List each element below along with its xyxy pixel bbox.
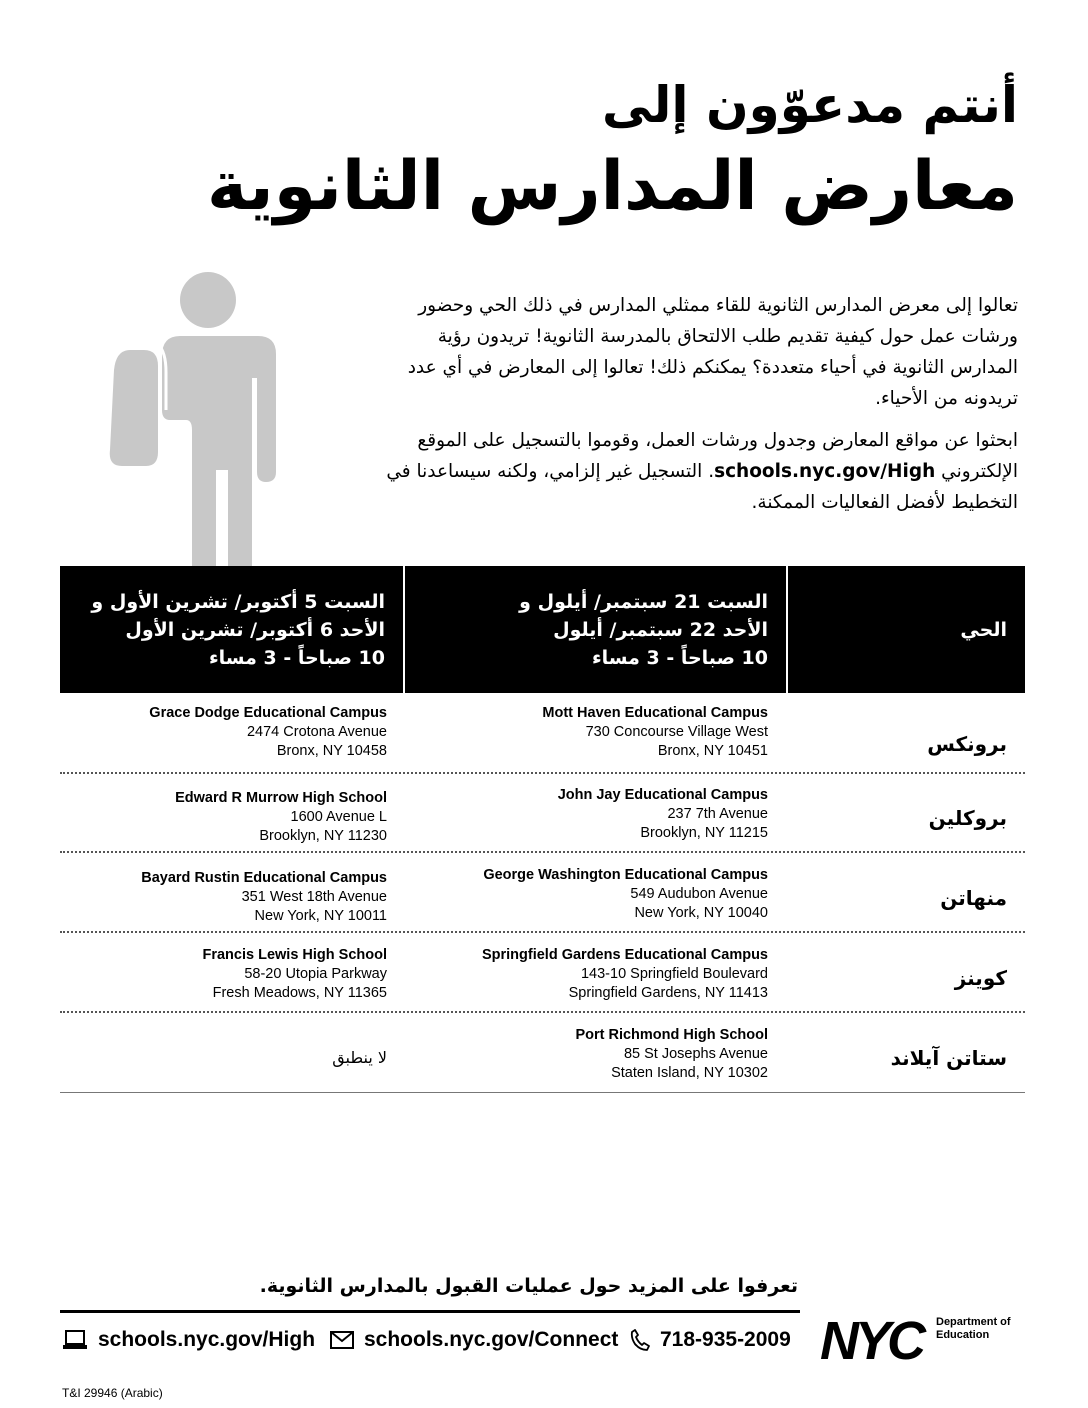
venue-street: 730 Concourse Village West bbox=[585, 724, 768, 740]
envelope-icon bbox=[330, 1331, 354, 1349]
website-link[interactable]: schools.nyc.gov/High bbox=[714, 461, 936, 482]
venue-city: Staten Island, NY 10302 bbox=[611, 1065, 768, 1081]
venue-oct bbox=[149, 704, 387, 761]
department-line-1: Department of bbox=[936, 1316, 1011, 1328]
venue-name: Bayard Rustin Educational Campus bbox=[141, 870, 387, 886]
venue-city: New York, NY 10011 bbox=[254, 908, 387, 924]
header-oct-line-2: الأحد 6 أكتوبر/ تشرين الأول bbox=[125, 618, 385, 641]
row-divider bbox=[60, 772, 1025, 774]
borough-label: برونكس bbox=[927, 732, 1007, 756]
venue-street: 2474 Crotona Avenue bbox=[246, 724, 387, 740]
intro-paragraph-2 bbox=[378, 425, 1018, 518]
venue-name: Francis Lewis High School bbox=[202, 947, 387, 963]
venue-name: Edward R Murrow High School bbox=[175, 790, 387, 806]
learn-more-text: تعرفوا على المزيد حول عمليات القبول بالمدارس الثانوية. bbox=[259, 1275, 798, 1297]
venue-name: Springfield Gardens Educational Campus bbox=[481, 947, 768, 963]
header-sep-line-3: 10 صباحاً - 3 مساء bbox=[591, 646, 768, 669]
header-sep-line-1: السبت 21 سبتمبر/ أيلول و bbox=[519, 590, 768, 613]
header-date-col-sep bbox=[405, 566, 786, 693]
venue-street: 351 West 18th Avenue bbox=[241, 889, 387, 905]
venue-street: 1600 Avenue L bbox=[290, 809, 387, 825]
title-line-1: أنتم مدعوّون إلى bbox=[602, 76, 1018, 134]
venue-sep bbox=[575, 1026, 768, 1083]
person-figure-icon bbox=[100, 270, 290, 580]
nyc-logo bbox=[820, 1313, 930, 1365]
venue-oct bbox=[202, 946, 387, 1003]
intro-paragraph-2-part-2: . التسجيل غير إلزامي، ولكنه سيساعدنا في التخطيط لأفضل الفعاليات الممكنة. bbox=[386, 461, 1018, 513]
phone-icon bbox=[630, 1329, 650, 1351]
row-divider bbox=[60, 1011, 1025, 1013]
venue-city: Brooklyn, NY 11230 bbox=[259, 828, 387, 844]
borough-label: بروكلين bbox=[928, 806, 1007, 830]
intro-paragraph-1: تعالوا إلى معرض المدارس الثانوية للقاء ممثلي المدارس في ذلك الحي وحضور ورشات عمل حول كيفية تقديم طلب الالتحاق بالمدرسة الثانوية! تريدون رؤية المدارس الثانوية في أحياء متعددة؟ يمكنكم ذلك! تعالوا إلى المعارض في أي عدد تريدونه من الأحياء. bbox=[407, 295, 1018, 409]
nyc-logo-text: NYC bbox=[820, 1313, 923, 1365]
intro-paragraph-2-part-1: ابحثوا عن مواقع المعارض وجدول ورشات العمل، وقوموا بالتسجيل على الموقع الإلكتروني bbox=[417, 430, 1018, 482]
venue-name: Port Richmond High School bbox=[575, 1027, 768, 1043]
venue-city: Springfield Gardens, NY 11413 bbox=[568, 985, 768, 1001]
website-contact[interactable] bbox=[62, 1322, 315, 1358]
venue-city: Brooklyn, NY 11215 bbox=[640, 825, 768, 841]
venue-name: George Washington Educational Campus bbox=[483, 867, 768, 883]
venue-city: New York, NY 10040 bbox=[634, 905, 768, 921]
row-divider bbox=[60, 931, 1025, 933]
title-line-2: معارض المدارس الثانوية bbox=[206, 147, 1018, 226]
venue-street: 549 Audubon Avenue bbox=[630, 886, 768, 902]
website-text[interactable]: schools.nyc.gov/High bbox=[98, 1328, 316, 1351]
venue-city: Bronx, NY 10451 bbox=[657, 743, 768, 759]
borough-label: كوينز bbox=[954, 966, 1007, 990]
venue-sep bbox=[482, 946, 768, 1003]
borough-label: منهاتن bbox=[940, 886, 1007, 910]
document-code: T&I 29946 (Arabic) bbox=[62, 1386, 163, 1400]
header-oct-line-1: السبت 5 أكتوبر/ تشرين الأول و bbox=[91, 590, 385, 613]
borough-label: ستاتن آيلاند bbox=[890, 1046, 1007, 1070]
header-area: الحي bbox=[960, 618, 1007, 641]
venue-street: 58-20 Utopia Parkway bbox=[244, 966, 387, 982]
row-divider bbox=[60, 851, 1025, 853]
venue-street: 85 St Josephs Avenue bbox=[623, 1046, 768, 1062]
laptop-icon bbox=[62, 1329, 88, 1351]
header-oct-line-3: 10 صباحاً - 3 مساء bbox=[208, 646, 385, 669]
department-line-2: Education bbox=[936, 1329, 990, 1341]
table-bottom-rule bbox=[60, 1092, 1025, 1093]
connect-contact[interactable] bbox=[330, 1322, 618, 1358]
venue-sep bbox=[542, 704, 768, 761]
phone-contact[interactable] bbox=[630, 1322, 791, 1358]
venue-sep bbox=[483, 866, 768, 923]
venue-city: Fresh Meadows, NY 11365 bbox=[212, 985, 387, 1001]
department-of-education bbox=[936, 1316, 1011, 1342]
venue-name: John Jay Educational Campus bbox=[557, 787, 768, 803]
venue-city: Bronx, NY 10458 bbox=[276, 743, 387, 759]
venue-name: Mott Haven Educational Campus bbox=[542, 705, 768, 721]
header-date-col-oct bbox=[60, 566, 403, 693]
header-sep-line-2: الأحد 22 سبتمبر/ أيلول bbox=[553, 618, 768, 641]
phone-text[interactable]: 718-935-2009 bbox=[660, 1328, 791, 1351]
venue-street: 237 7th Avenue bbox=[667, 806, 768, 822]
connect-text[interactable]: schools.nyc.gov/Connect bbox=[364, 1328, 619, 1351]
table-row bbox=[60, 704, 1025, 782]
venue-name: Grace Dodge Educational Campus bbox=[149, 705, 387, 721]
venue-oct bbox=[141, 869, 387, 926]
venue-oct bbox=[175, 789, 387, 846]
venue-sep bbox=[558, 786, 768, 843]
footer-rule bbox=[60, 1310, 800, 1313]
venue-street: 143-10 Springfield Boulevard bbox=[580, 966, 768, 982]
table-header bbox=[60, 566, 1025, 693]
venue-not-applicable: لا ينطبق bbox=[332, 1048, 387, 1067]
